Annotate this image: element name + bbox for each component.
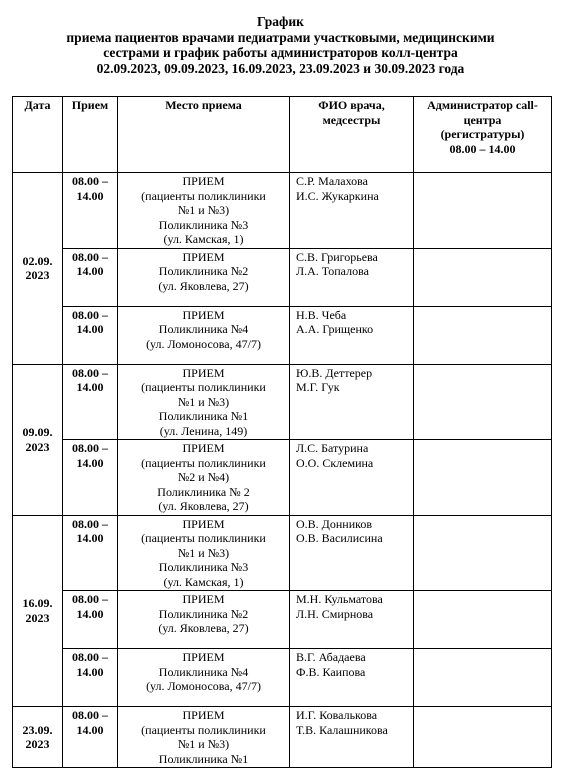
staff-cell: В.Г. Абадаева Ф.В. Каипова: [290, 649, 414, 707]
table-row: [13, 440, 552, 516]
staff-cell: Ю.В. Деттерер М.Г. Гук: [290, 364, 414, 440]
staff-cell: М.Н. Кульматова Л.Н. Смирнова: [290, 591, 414, 649]
staff-cell: С.В. Григорьева Л.А. Топалова: [290, 248, 414, 306]
admin-cell: [414, 515, 552, 591]
place-cell: ПРИЕМ (пациенты поликлиники №2 и №4) Поликлиника № 2 (ул. Яковлева, 27): [118, 440, 290, 516]
table-row: [13, 591, 552, 649]
table-row: [13, 707, 552, 768]
admin-cell: [414, 591, 552, 649]
admin-cell: [414, 306, 552, 364]
header-time: Прием: [63, 97, 118, 173]
place-cell: ПРИЕМ (пациенты поликлиники №1 и №3) Поликлиника №3 (ул. Камская, 1): [118, 173, 290, 249]
schedule-table: [12, 96, 552, 768]
header-staff: ФИО врача, медсестры: [290, 97, 414, 173]
staff-cell: Л.С. Батурина О.О. Склемина: [290, 440, 414, 516]
table-row: [13, 364, 552, 440]
title-line: 02.09.2023, 09.09.2023, 16.09.2023, 23.09.2023 и 30.09.2023 года: [96, 60, 465, 76]
date-cell: 09.09. 2023: [13, 364, 63, 515]
time-cell: 08.00 – 14.00: [63, 515, 118, 591]
time-cell: 08.00 – 14.00: [63, 707, 118, 768]
header-admin: Администратор call- центра (регистратуры) 08.00 – 14.00: [414, 97, 552, 173]
admin-cell: [414, 707, 552, 768]
staff-cell: И.Г. Ковалькова Т.В. Калашникова: [290, 707, 414, 768]
admin-cell: [414, 649, 552, 707]
header-row: [13, 97, 552, 173]
table-row: [13, 173, 552, 249]
header-place: Место приема: [118, 97, 290, 173]
admin-cell: [414, 440, 552, 516]
title-line: приема пациентов врачами педиатрами участковыми, медицинскими: [66, 29, 495, 45]
time-cell: 08.00 – 14.00: [63, 591, 118, 649]
place-cell: ПРИЕМ Поликлиника №4 (ул. Ломоносова, 47/7): [118, 649, 290, 707]
place-cell: ПРИЕМ Поликлиника №4 (ул. Ломоносова, 47/7): [118, 306, 290, 364]
table-row: [13, 649, 552, 707]
admin-cell: [414, 364, 552, 440]
place-cell: ПРИЕМ Поликлиника №2 (ул. Яковлева, 27): [118, 591, 290, 649]
time-cell: 08.00 – 14.00: [63, 173, 118, 249]
admin-cell: [414, 173, 552, 249]
date-cell: 23.09. 2023: [13, 707, 63, 768]
time-cell: 08.00 – 14.00: [63, 364, 118, 440]
staff-cell: О.В. Донников О.В. Василисина: [290, 515, 414, 591]
schedule-body: [13, 173, 552, 768]
table-row: [13, 515, 552, 591]
date-cell: 16.09. 2023: [13, 515, 63, 707]
title-line: График: [257, 14, 304, 29]
place-cell: ПРИЕМ (пациенты поликлиники №1 и №3) Поликлиника №1: [118, 707, 290, 768]
table-row: [13, 306, 552, 364]
staff-cell: Н.В. Чеба А.А. Грищенко: [290, 306, 414, 364]
header-date: Дата: [13, 97, 63, 173]
table-row: [13, 248, 552, 306]
time-cell: 08.00 – 14.00: [63, 440, 118, 516]
place-cell: ПРИЕМ (пациенты поликлиники №1 и №3) Поликлиника №3 (ул. Камская, 1): [118, 515, 290, 591]
admin-cell: [414, 248, 552, 306]
time-cell: 08.00 – 14.00: [63, 649, 118, 707]
time-cell: 08.00 – 14.00: [63, 306, 118, 364]
time-cell: 08.00 – 14.00: [63, 248, 118, 306]
date-cell: 02.09. 2023: [13, 173, 63, 365]
staff-cell: С.Р. Малахова И.С. Жукаркина: [290, 173, 414, 249]
document-title: [0, 14, 561, 76]
place-cell: ПРИЕМ (пациенты поликлиники №1 и №3) Поликлиника №1 (ул. Ленина, 149): [118, 364, 290, 440]
place-cell: ПРИЕМ Поликлиника №2 (ул. Яковлева, 27): [118, 248, 290, 306]
title-line: сестрами и график работы администраторов колл-центра: [103, 45, 458, 60]
